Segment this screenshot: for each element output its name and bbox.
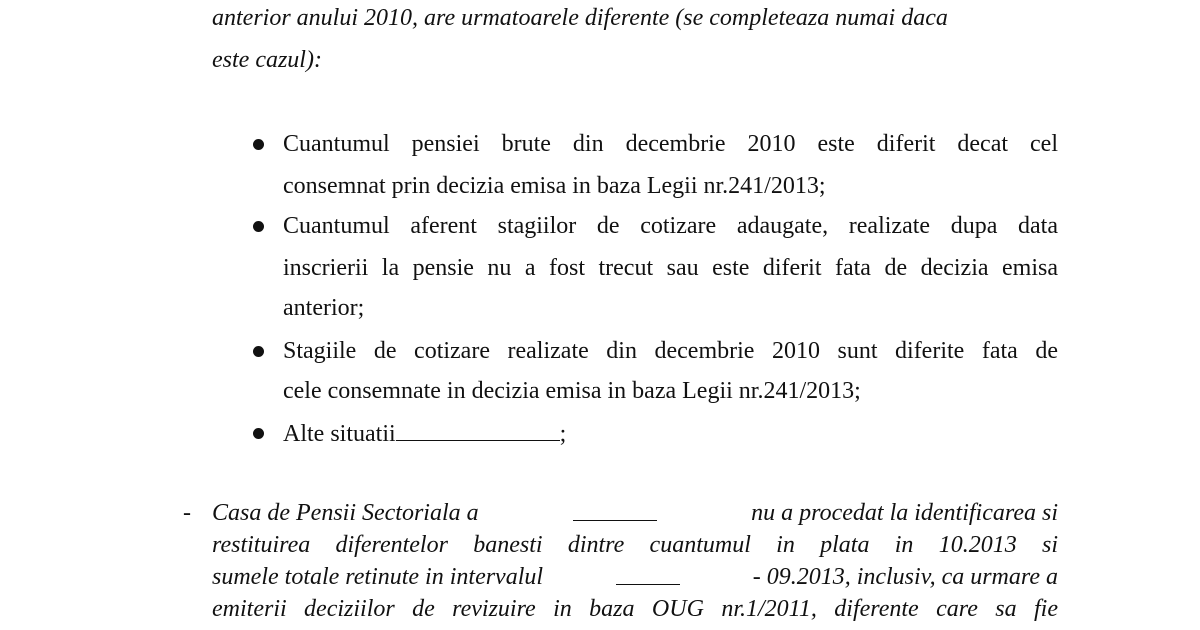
bullet-text-line: Cuantumul aferent stagiilor de cotizare adaugate, realizate dupa data (283, 213, 1058, 239)
paragraph-line-1 (212, 498, 1058, 528)
bullet-dot-icon (253, 139, 264, 150)
bullet-text-line: inscrierii la pensie nu a fost trecut sau este diferit fata de decizia emisa (283, 255, 1058, 281)
pension-house-name-blank[interactable] (573, 498, 657, 521)
bullet-text-line: anterior; (283, 295, 365, 321)
bullet-text-line: Stagiile de cotizare realizate din decembrie 2010 sunt diferite fata de (283, 338, 1058, 364)
intro-text-line-2: este cazul): (212, 47, 322, 73)
interval-start-blank[interactable] (616, 562, 680, 585)
paragraph-line-2: restituirea diferentelor banesti dintre cuantumul in plata in 10.2013 si (212, 532, 1058, 558)
bullet-text-line (283, 418, 1058, 449)
other-situations-label: Alte situatii (283, 421, 396, 447)
bullet-text-line: cele consemnate in decizia emisa in baza Legii nr.241/2013; (283, 378, 861, 404)
paragraph-dash: - (183, 500, 191, 526)
paragraph-line-3-start: sumele totale retinute in intervalul (212, 564, 544, 590)
paragraph-line-3-end: - 09.2013, inclusiv, ca urmare a (752, 564, 1058, 590)
bullet-dot-icon (253, 346, 264, 357)
paragraph-line-1-start: Casa de Pensii Sectoriala a (212, 500, 479, 526)
intro-text-line-1: anterior anului 2010, are urmatoarele diferente (se completeaza numai daca (212, 5, 948, 31)
bullet-text-line: Cuantumul pensiei brute din decembrie 2010 este diferit decat cel (283, 131, 1058, 157)
bullet-text-line: consemnat prin decizia emisa in baza Legii nr.241/2013; (283, 173, 826, 199)
paragraph-line-3 (212, 562, 1058, 592)
bullet-dot-icon (253, 428, 264, 439)
paragraph-line-1-end: nu a procedat la identificarea si (751, 500, 1058, 526)
bullet-dot-icon (253, 221, 264, 232)
other-situations-suffix: ; (559, 421, 567, 447)
paragraph-line-4: emiterii deciziilor de revizuire in baza OUG nr.1/2011, diferente care sa fie (212, 596, 1058, 622)
other-situations-blank[interactable] (396, 418, 560, 441)
